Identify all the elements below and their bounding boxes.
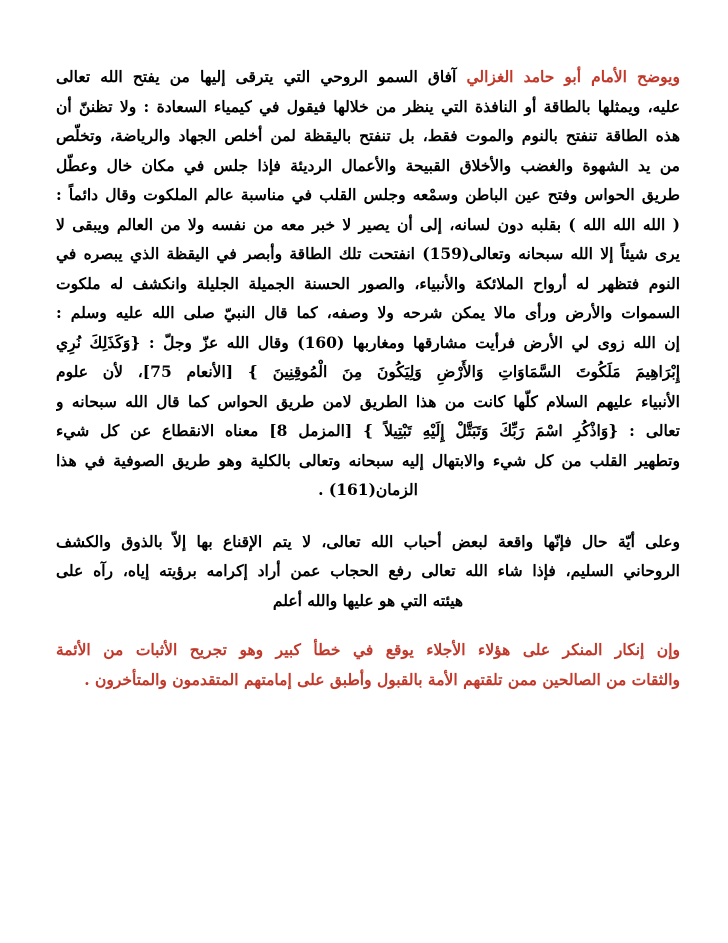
paragraph-1-last-line: الزمان(161) .: [318, 480, 418, 499]
paragraph-2-last-line: هيئته التي هو عليها والله أعلم: [272, 590, 464, 610]
paragraph-1-line: وتطهير القلب من كل شيء والابتهال إليه سبحانه وتعالى بالكلية وهو طريق الصوفية في هذا: [56, 450, 680, 470]
paragraph-1-line: من يد الشهوة والغضب والأخلاق القبيحة والأعمال الرديئة فإذا جلس في مكان خال وعطّل: [56, 155, 680, 175]
paragraph-1-line: ( الله الله الله ) بقلبه دون لسانه، إلى أن يصير لا خبر معه من نفسه ولا من العالم ويبقى لا: [56, 214, 680, 234]
paragraph-1-line: [56, 62, 680, 92]
paragraph-2-line: الروحاني السليم، فإذا شاء الله تعالى رفع الحجاب عمن أراد إكرامه برؤيته إياه، رآه على: [56, 561, 680, 580]
paragraph-1-line: هذه الطاقة تنفتح بالنوم والموت فقط، بل تنفتح باليقظة لمن أخلص الجهاد والرياضة، وتخلّص: [56, 126, 680, 145]
paragraph-1: [56, 62, 680, 505]
paragraph-1-line: السموات والأرض ورأى مالا يمكن شرحه ولا وصفه، كما قال النبيّ صلى الله عليه وسلم :: [56, 303, 680, 322]
paragraph-1-line: النوم فتظهر له أرواح الملائكة والأنبياء، والصور الحسنة الجميلة الجليلة وانكشف له ملكوت: [56, 273, 680, 293]
paragraph-2: [56, 527, 680, 616]
paragraph-1-line: يرى شيئاً إلا الله سبحانه وتعالى(159) انفتحت تلك الطاقة وأبصر في اليقظة الذي يبصره في: [56, 244, 680, 263]
paragraph-3: [56, 635, 680, 694]
paragraph-1-line: إِبْرَاهِيمَ مَلَكُوتَ السَّمَاوَاتِ وَالأَرْضِ وَلِيَكُونَ مِنَ الْمُوقِنِينَ } [الأنعام 75]، لأن علوم: [56, 362, 680, 381]
paragraph-1-line: طريق الحواس وفتح عين الباطن وسمْعه وجلس القلب في مناسبة عالم الملكوت وقال دائماً :: [56, 185, 680, 204]
paragraph-1-line: تعالى : {وَاذْكُرِ اسْمَ رَبِّكَ وَتَبَتَّلْ إِلَيْهِ تَبْتِيلاً } [المزمل 8] معناه الانقطاع عن كل شيء: [56, 421, 680, 440]
author-name-highlight: ويوضح الأمام أبو حامد الغزالي: [466, 67, 680, 86]
paragraph-3-line: والثقات من الصالحين ممن تلقتهم الأمة بالقبول وأطبق على إمامتهم المتقدمون والمتأخرون .: [84, 669, 680, 689]
paragraph-1-line: الأنبياء عليهم السلام كلّها كانت من هذا الطريق لامن طريق الحواس كما قال الله سبحانه و: [56, 391, 680, 411]
document-page: [56, 62, 680, 694]
paragraph-1-line: إن الله زوى لي الأرض فرأيت مشارقها ومغاربها (160) وقال الله عزّ وجلّ : {وَكَذَلِكَ نُرِي: [56, 332, 680, 352]
paragraph-3-line: وإن إنكار المنكر على هؤلاء الأجلاء يوقع في خطأ كبير وهو تجريح الأثبات من الأئمة: [56, 640, 680, 659]
paragraph-2-line: وعلى أيّة حال فإنّها واقعة لبعض أحباب الله تعالى، لا يتم الإقناع بها إلاّ بالذوق والكشف: [56, 531, 680, 551]
paragraph-1-line: عليه، ويمثلها بالطاقة أو النافذة التي ينظر من خلالها فيقول في كيمياء السعادة : ولا تظننّ أن: [56, 96, 680, 116]
paragraph-1-line-text: آفاق السمو الروحي التي يترقى إليها من يفتح الله تعالى: [56, 67, 467, 86]
